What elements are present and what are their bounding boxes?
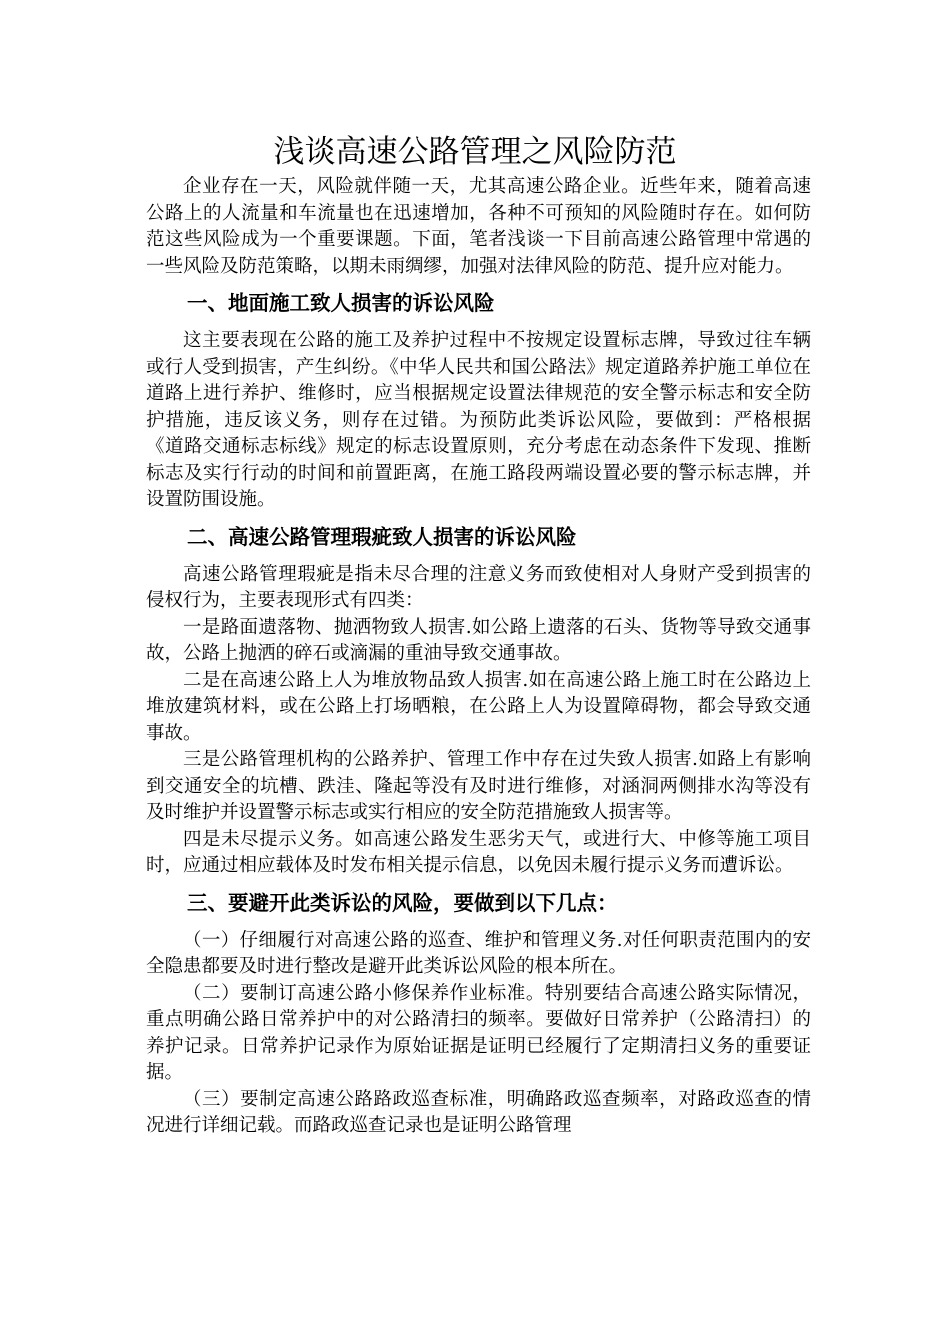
section-2-paragraph-2: 一是路面遗落物、抛洒物致人损害.如公路上遗落的石头、货物等导致交通事故，公路上抛洒的碎石或滴漏的重油导致交通事故。 (146, 616, 811, 664)
section-2-paragraph-4: 三是公路管理机构的公路养护、管理工作中存在过失致人损害.如路上有影响到交通安全的坑槽、跌洼、隆起等没有及时进行维修，对涵洞两侧排水沟等没有及时维护并设置警示标志或实行相应的安全防范措施致人损害等。 (146, 749, 811, 823)
document-body (146, 174, 811, 1140)
section-3-paragraph-1: （一）仔细履行对高速公路的巡查、维护和管理义务.对任何职责范围内的安全隐患都要及时进行整改是避开此类诉讼风险的根本所在。 (146, 929, 811, 977)
section-2-paragraph-1: 高速公路管理瑕疵是指未尽合理的注意义务而致使相对人身财产受到损害的侵权行为，主要表现形式有四类： (146, 563, 811, 611)
section-2-paragraph-3: 二是在高速公路上人为堆放物品致人损害.如在高速公路上施工时在公路边上堆放建筑材料，或在公路上打场晒粮，在公路上人为设置障碍物，都会导致交通事故。 (146, 669, 811, 744)
section-1-heading: 一、地面施工致人损害的诉讼风险 (187, 291, 495, 315)
section-3-paragraph-3: （三）要制定高速公路路政巡查标准，明确路政巡查频率，对路政巡查的情况进行详细记载。而路政巡查记录也是证明公路管理 (146, 1088, 811, 1136)
section-2-paragraph-5: 四是未尽提示义务。如高速公路发生恶劣天气，或进行大、中修等施工项目时，应通过相应载体及时发布相关提示信息，以免因未履行提示义务而遭诉讼。 (146, 828, 811, 876)
section-3-paragraph-2: （二）要制订高速公路小修保养作业标准。特别要结合高速公路实际情况，重点明确公路日常养护中的对公路清扫的频率。要做好日常养护（公路清扫）的养护记录。日常养护记录作为原始证据是证明已经履行了定期清扫义务的重要证据。 (146, 982, 811, 1083)
page-title: 浅谈高速公路管理之风险防范 (273, 134, 677, 170)
section-3-heading: 三、要避开此类诉讼的风险，要做到以下几点： (187, 890, 618, 915)
intro-paragraph: 企业存在一天，风险就伴随一天，尤其高速公路企业。近些年来，随着高速公路上的人流量和车流量也在迅速增加，各种不可预知的风险随时存在。如何防范这些风险成为一个重要课题。下面，笔者浅谈一下目前高速公路管理中常遇的一些风险及防范策略，以期未雨绸缪，加强对法律风险的防范、提升应对能力。 (146, 176, 811, 277)
section-2-heading: 二、高速公路管理瑕疵致人损害的诉讼风险 (187, 524, 577, 549)
section-1-paragraph: 这主要表现在公路的施工及养护过程中不按规定设置标志牌，导致过往车辆或行人受到损害，产生纠纷。《中华人民共和国公路法》规定道路养护施工单位在道路上进行养护、维修时，应当根据规定设置法律规范的安全警示标志和安全防护措施，违反该义务，则存在过错。为预防此类诉讼风险，要做到：严格根据《道路交通标志标线》规定的标志设置原则，充分考虑在动态条件下发现、推断标志及实行行动的时间和前置距离，在施工路段两端设置必要的警示标志牌，并设置防围设施。 (146, 330, 811, 510)
